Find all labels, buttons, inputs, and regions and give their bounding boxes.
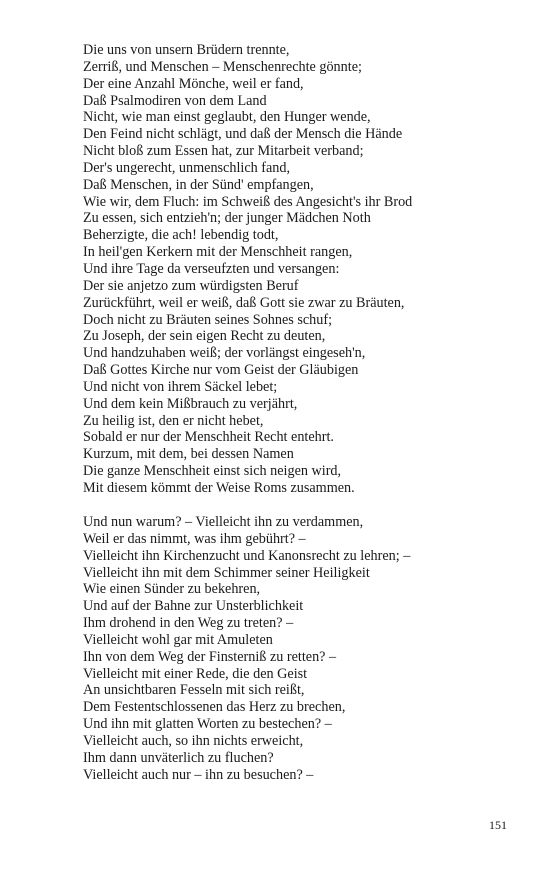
- stanza-2: [83, 514, 523, 784]
- poem-line: Und nun warum? – Vielleicht ihn zu verdammen,: [83, 514, 364, 530]
- poem-line: Zu heilig ist, den er nicht hebet,: [83, 412, 264, 429]
- poem-line: Vielleicht ihn mit dem Schimmer seiner Heiligkeit: [83, 564, 370, 581]
- poem-line: Wie wir, dem Fluch: im Schweiß des Angesicht's ihr Brod: [83, 193, 413, 210]
- poem-line: Nicht, wie man einst geglaubt, den Hunger wende,: [83, 109, 371, 126]
- poem-line: Zu essen, sich entzieh'n; der junger Mädchen Noth: [83, 210, 371, 227]
- poem-line: Vielleicht mit einer Rede, die den Geist: [83, 665, 308, 682]
- poem-line: Vielleicht auch, so ihn nichts erweicht,: [83, 732, 304, 749]
- poem-line: Die uns von unsern Brüdern trennte,: [83, 42, 290, 58]
- poem-line: Daß Gottes Kirche nur vom Geist der Gläubigen: [83, 362, 359, 379]
- poem-line: An unsichtbaren Fesseln mit sich reißt,: [83, 682, 305, 699]
- poem-line: Vielleicht ihn Kirchenzucht und Kanonsrecht zu lehren; –: [83, 547, 411, 564]
- poem-line: Wie einen Sünder zu bekehren,: [83, 581, 261, 598]
- poem-line: Und ihn mit glatten Worten zu bestechen? –: [83, 716, 332, 733]
- poem-line: Kurzum, mit dem, bei dessen Namen: [83, 446, 294, 463]
- poem-line: Daß Psalmodiren von dem Land: [83, 92, 267, 109]
- poem-line: Der eine Anzahl Mönche, weil er fand,: [83, 75, 304, 92]
- poem-line: Und handzuhaben weiß; der vorlängst eingeseh'n,: [83, 345, 366, 362]
- poem-line: Der sie anjetzo zum würdigsten Beruf: [83, 277, 299, 294]
- poem-line: Mit diesem kömmt der Weise Roms zusammen.: [83, 479, 355, 496]
- poem-line: Vielleicht wohl gar mit Amuleten: [83, 631, 273, 648]
- poem-line: Doch nicht zu Bräuten seines Sohnes schuf;: [83, 311, 333, 328]
- poem-line: Beherzigte, die ach! lebendig todt,: [83, 227, 279, 244]
- poem-line: Ihn von dem Weg der Finsterniß zu retten? –: [83, 648, 337, 665]
- poem-line: Und dem kein Mißbrauch zu verjährt,: [83, 395, 298, 412]
- poem-line: Zerriß, und Menschen – Menschenrechte gönnte;: [83, 58, 362, 75]
- stanza-1: [83, 42, 523, 497]
- poem-line: Und ihre Tage da verseufzten und versangen:: [83, 260, 340, 277]
- poem-line: Weil er das nimmt, was ihm gebührt? –: [83, 530, 306, 547]
- poem-line: Ihm drohend in den Weg zu treten? –: [83, 615, 294, 632]
- poem-line: Nicht bloß zum Essen hat, zur Mitarbeit verband;: [83, 143, 364, 160]
- poem-line: Ihm dann unväterlich zu fluchen?: [83, 749, 274, 766]
- poem-line: Zu Joseph, der sein eigen Recht zu deuten,: [83, 328, 326, 345]
- poem-line: Und nicht von ihrem Säckel lebet;: [83, 378, 278, 395]
- poem-line: Die ganze Menschheit einst sich neigen wird,: [83, 463, 342, 480]
- poem-line: Und auf der Bahne zur Unsterblichkeit: [83, 598, 304, 615]
- page-number: 151: [489, 818, 507, 832]
- poem-line: Vielleicht auch nur – ihn zu besuchen? –: [83, 766, 314, 783]
- poem-line: Dem Festentschlossenen das Herz zu brechen,: [83, 699, 346, 716]
- poem-line: Der's ungerecht, unmenschlich fand,: [83, 159, 291, 176]
- poem-line: Zurückführt, weil er weiß, daß Gott sie zwar zu Bräuten,: [83, 294, 405, 311]
- poem-line: Den Feind nicht schlägt, und daß der Mensch die Hände: [83, 126, 403, 143]
- poem-line: In heil'gen Kerkern mit der Menschheit rangen,: [83, 244, 353, 261]
- poem-line: Daß Menschen, in der Sünd' empfangen,: [83, 176, 314, 193]
- poem-line: Sobald er nur der Menschheit Recht entehrt.: [83, 429, 334, 446]
